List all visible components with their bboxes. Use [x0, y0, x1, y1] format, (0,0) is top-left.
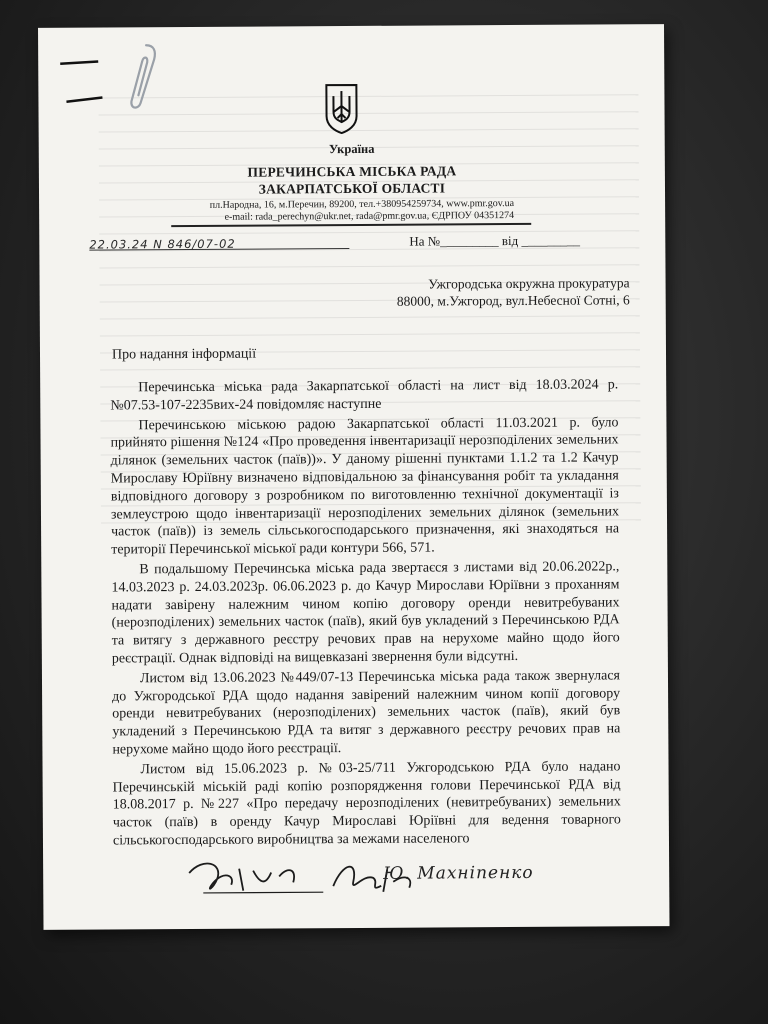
region-name: ЗАКАРПАТСЬКОЇ ОБЛАСТІ: [258, 180, 446, 197]
council-name: ПЕРЕЧИНСЬКА МІСЬКА РАДА: [247, 163, 457, 180]
outgoing-number: 22.03.24 N 846/07-02: [89, 236, 236, 252]
document-page: [38, 24, 669, 930]
reference-number: На №_________ від _________: [409, 232, 581, 249]
letter-subject: Про надання інформації: [111, 346, 257, 363]
paragraph: Листом від 13.06.2023 №449/07-13 Перечинська міська рада також звернулася до Ужгородської РДА щодо надання завірений належним чином копії договору оренди невитребуваних (нерозподілених) земельних часток (паїв), який був укладений з Перечинською РДА та витяг з державного реєстру речових прав на нерухоме майно щодо його реєстрації.: [112, 668, 621, 758]
letter-body: [110, 376, 621, 852]
recipient-address: 88000, м.Ужгород, вул.Небесної Сотні, 6: [396, 292, 630, 309]
signature: Ю. Махніпенко: [383, 862, 534, 884]
contact-info: [194, 198, 514, 224]
paperclip-icon: [126, 41, 160, 113]
pen-mark-icon: [58, 57, 118, 127]
country-name: Україна: [328, 141, 375, 157]
coat-of-arms-icon: [323, 82, 359, 134]
recipient-block: [340, 274, 630, 310]
paragraph: Перечинська міська рада Закарпатської області на лист від 18.03.2024 р. №07.53-107-2235вих-24 повідомляє наступне: [110, 377, 619, 414]
paragraph: Перечинською міською радою Закарпатської області 11.03.2021 р. було прийнято рішення №124 «Про проведення інвентаризації нерозподілених земельних ділянок (земельних часток (паїв))». У даному рішенні пунктами 1.1.2 та 1.2 Качур Мирославу Юріївну визначено відповідальною за фінансування робіт та укладання відповідного договору з розробником по виготовленню технічної документації із землеустрою щодо інвентаризації нерозподілених земельних ділянок (земельних часток (паїв)) із земель сільськогосподарського призначення, які знаходяться на території Перечинської міської ради контури 566, 571.: [110, 414, 620, 558]
recipient-name: Ужгородська окружна прокуратура: [428, 275, 630, 292]
email-line: e-mail: rada_perechyn@ukr.net, rada@pmr.gov.ua, ЄДРПОУ 04351274: [224, 210, 515, 223]
paragraph: Листом від 15.06.2023 р. №03-25/711 Ужгородською РДА було надано Перечинській міській раді копію розпорядження голови Перечинської РДА від 18.08.2017 р. №227 «Про передачу нерозподілених (невитребуваних) земельних часток (паїв) в оренду Качур Мирославі Юріївні для ведення товарного сільськогосподарського виробництва за межами населеного: [112, 759, 621, 849]
address-line: пл.Народна, 16, м.Перечин, 89200, тел.+380954259734, www.pmr.gov.ua: [209, 198, 515, 211]
paragraph: В подальшому Перечинська міська рада звертаєся з листами від 20.06.2022р., 14.03.2023 р. 24.03.2023р. 06.06.2023 р. до Качур Мирослави Юріївни з проханням надати завірену належним чином копію договору оренди невитребуваних (нерозподілених) земельних часток (паїв), який був укладений з Перечинською РДА та витягу з державного реєстру речових прав на нерухоме майно щодо його реєстрації. Однак відповіді на вищевказані звернення були відсутні.: [111, 559, 620, 667]
